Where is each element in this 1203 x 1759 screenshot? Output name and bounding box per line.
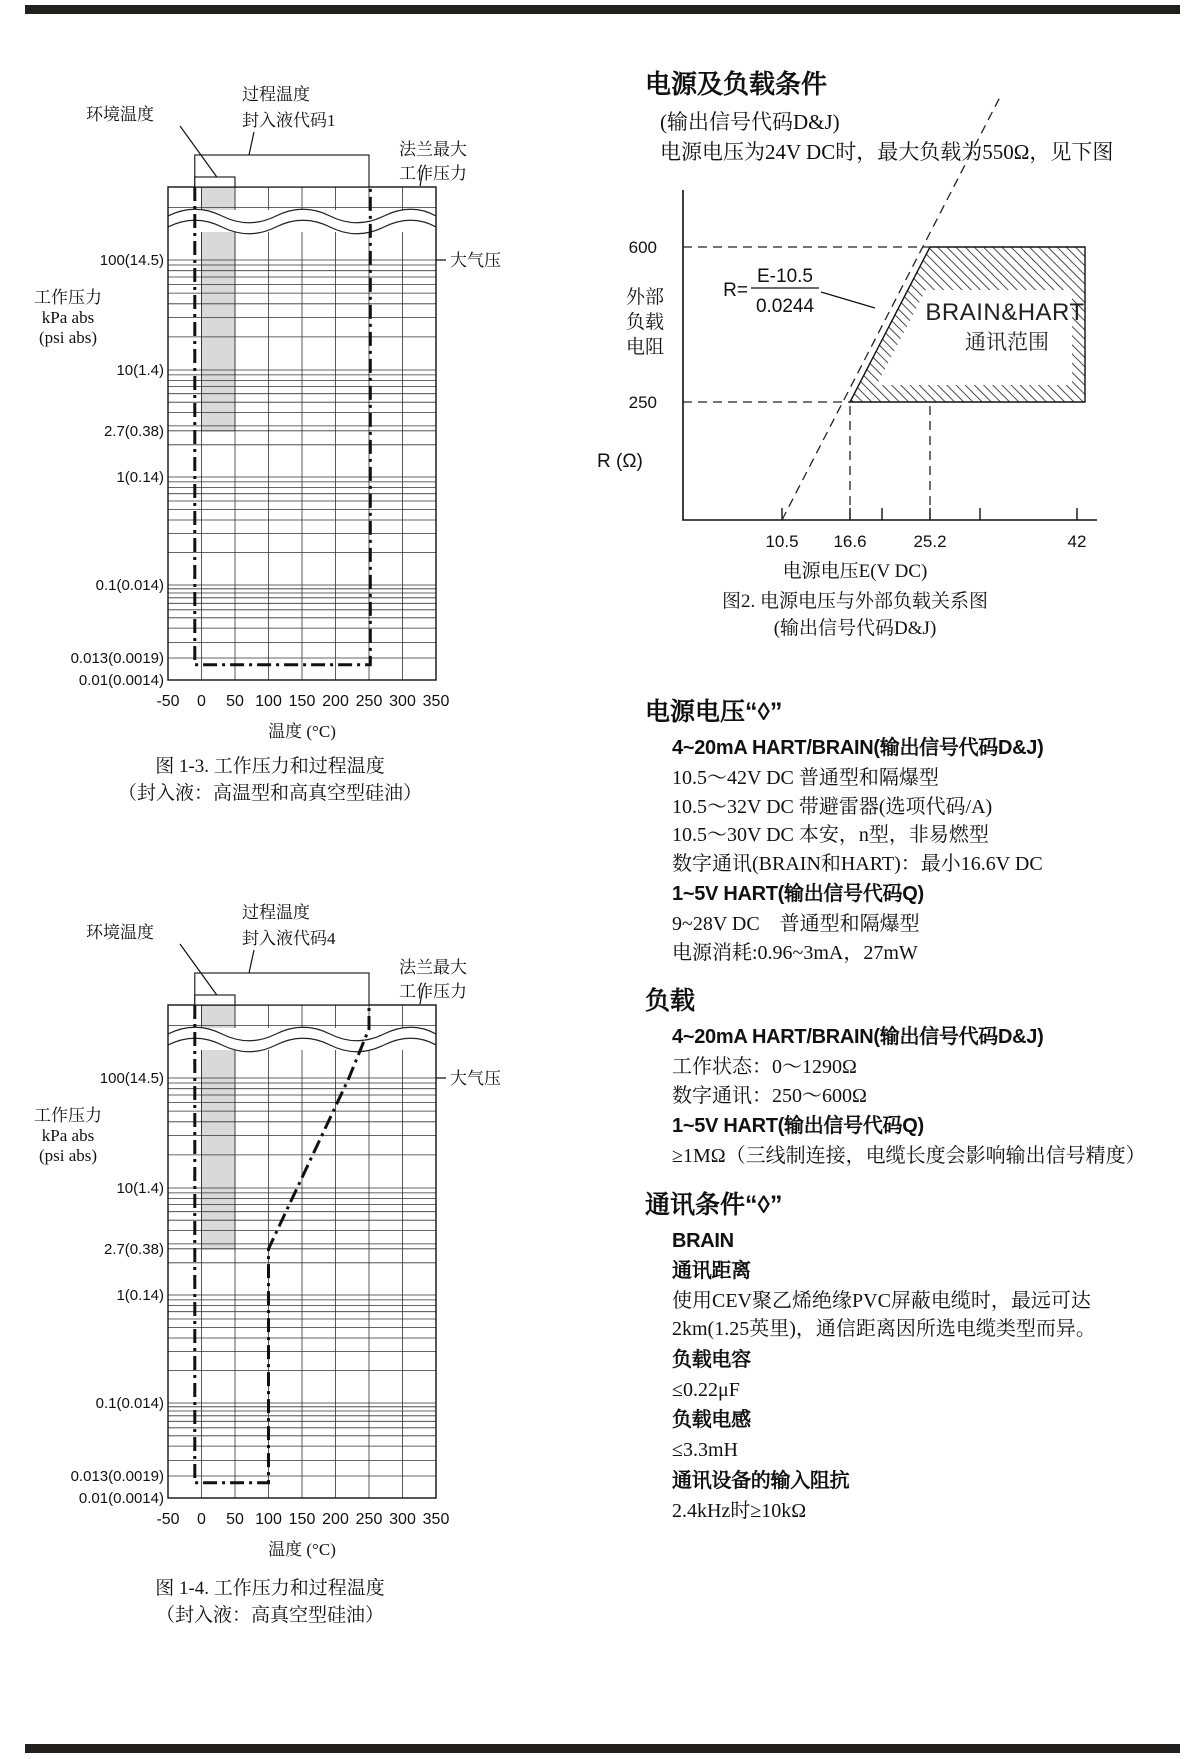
process-temp-label: 封入液代码4: [242, 929, 336, 948]
fig-2-caption-line1: 图2. 电源电压与外部负载关系图: [721, 591, 988, 612]
specs-column: [645, 692, 1201, 1525]
x-axis-title: 温度 (°C): [268, 1540, 336, 1559]
x-tick-label: -50: [156, 693, 180, 710]
x-tick-label: 100: [255, 1511, 282, 1528]
x-tick-label: 50: [226, 1511, 244, 1528]
spec-label: 通讯距离: [672, 1259, 751, 1282]
power-load-conditions-block: [645, 64, 1201, 167]
y-tick-label: 0.01(0.0014): [78, 672, 164, 689]
spec-line: 10.5～32V DC 带避雷器(选项代码/A): [672, 795, 993, 818]
y-axis-title: 电阻: [625, 337, 665, 358]
spec-line: 数字通讯(BRAIN和HART)：最小16.6V DC: [672, 852, 1043, 875]
process-temp-label: 封入液代码1: [242, 111, 336, 130]
y-tick-label: 10(1.4): [116, 362, 164, 379]
spec-subheading: 4~20mA HART/BRAIN(输出信号代码D&J): [672, 737, 1044, 759]
fig-1-3-caption-line2: （封入液：高温型和高真空型硅油）: [117, 783, 422, 804]
spec-subheading: 1~5V HART(输出信号代码Q): [672, 1115, 924, 1137]
spec-line: 工作状态：0～1290Ω: [672, 1056, 857, 1078]
atmosphere-label: 大气压: [450, 1069, 501, 1088]
spec-line: 电源消耗:0.96~3mA，27mW: [672, 941, 918, 964]
x-tick-label: 42: [1067, 532, 1087, 551]
ambient-temp-label: 环境温度: [86, 923, 154, 942]
flange-max-pressure-label: 工作压力: [399, 164, 467, 183]
max-load-note: 电源电压为24V DC时，最大负载为550Ω，见下图: [660, 140, 1114, 164]
spec-line: 使用CEV聚乙烯绝缘PVC屏蔽电缆时，最远可达: [672, 1289, 1091, 1312]
spec-line: 10.5～30V DC 本安，n型，非易燃型: [672, 824, 989, 846]
x-axis-title: 电源电压E(V DC): [782, 561, 928, 582]
x-tick-label: 250: [355, 1511, 383, 1528]
y-tick-label: 1(0.14): [116, 469, 164, 486]
fig-2-voltage-load-chart: [545, 85, 1165, 645]
spec-line: 10.5～42V DC 普通型和隔爆型: [672, 767, 939, 789]
x-tick-label: 200: [322, 693, 349, 710]
x-tick-label: 350: [422, 1511, 450, 1528]
fig-1-3-caption-line1: 图 1-3. 工作压力和过程温度: [155, 756, 385, 777]
y-ref-label: 250: [628, 393, 657, 412]
x-tick-label: 100: [255, 693, 282, 710]
flange-max-pressure-label: 法兰最大: [399, 140, 467, 159]
spec-subheading: BRAIN: [672, 1229, 734, 1252]
section-power-voltage-heading: 电源电压“◊”: [645, 698, 783, 726]
top-rule: [25, 5, 1180, 14]
spec-line: 数字通讯：250～600Ω: [672, 1084, 867, 1107]
fig-1-4-caption-line1: 图 1-4. 工作压力和过程温度: [155, 1578, 385, 1599]
fig-1-3-pressure-temperature-chart: [28, 70, 513, 750]
y-axis-title: 工作压力: [34, 1106, 102, 1125]
x-tick-label: 16.6: [833, 532, 867, 551]
spec-line: 9~28V DC 普通型和隔爆型: [672, 913, 920, 935]
y-axis-title: 负载: [625, 312, 665, 333]
formula-denominator: 0.0244: [755, 296, 815, 317]
y-axis-title: kPa abs: [41, 308, 95, 327]
axis-break-band: [169, 210, 435, 232]
axis-break-band: [169, 1028, 435, 1050]
power-load-conditions-heading: 电源及负载条件: [645, 69, 828, 99]
spec-label: 通讯设备的输入阻抗: [672, 1469, 850, 1492]
ambient-temp-range-box: [195, 995, 235, 1005]
y-tick-label: 0.013(0.0019): [70, 650, 164, 667]
flange-max-pressure-label: 法兰最大: [399, 958, 467, 977]
fig-1-3-caption: [70, 753, 470, 807]
y-tick-label: 10(1.4): [116, 1180, 164, 1197]
flange-max-pressure-label: 工作压力: [399, 982, 467, 1001]
y-unit-label: R (Ω): [597, 451, 643, 472]
y-axis-title: (psi abs): [38, 328, 98, 347]
formula-numerator: E-10.5: [757, 266, 813, 287]
output-signal-code-note: (输出信号代码D&J): [660, 110, 840, 134]
x-tick-label: -50: [156, 1511, 180, 1528]
y-axis-title: (psi abs): [38, 1146, 98, 1165]
process-temp-label: 过程温度: [242, 85, 310, 104]
y-tick-label: 2.7(0.38): [103, 422, 164, 440]
fig-1-4-caption-line2: （封入液：高真空型硅油）: [155, 1605, 384, 1626]
spec-line: ≤0.22μF: [672, 1378, 740, 1401]
spec-subheading: 1~5V HART(输出信号代码Q): [672, 883, 924, 905]
x-tick-label: 250: [355, 693, 383, 710]
spec-subheading: 4~20mA HART/BRAIN(输出信号代码D&J): [672, 1026, 1044, 1048]
section-load-heading: 负载: [645, 987, 696, 1015]
fig-1-4-caption: [70, 1575, 470, 1629]
y-tick-label: 0.1(0.014): [95, 1395, 164, 1412]
y-axis-title: kPa abs: [41, 1126, 95, 1145]
y-ref-label: 600: [628, 238, 657, 257]
spec-label: 负载电感: [672, 1409, 751, 1431]
y-tick-label: 100(14.5): [99, 252, 164, 269]
y-axis-title: 工作压力: [34, 288, 102, 307]
x-tick-label: 25.2: [913, 532, 947, 551]
x-tick-label: 150: [288, 1511, 316, 1528]
x-tick-label: 350: [422, 693, 450, 710]
bottom-rule: [25, 1744, 1180, 1753]
fig-2-caption-line2: (输出信号代码D&J): [773, 618, 937, 639]
y-tick-label: 1(0.14): [116, 1287, 164, 1304]
x-tick-label: 300: [389, 693, 416, 710]
x-tick-label: 150: [288, 693, 316, 710]
y-tick-label: 100(14.5): [99, 1070, 164, 1087]
formula-lhs: R=: [723, 280, 748, 301]
y-tick-label: 0.01(0.0014): [78, 1490, 164, 1507]
x-axis-title: 温度 (°C): [268, 722, 336, 741]
x-tick-label: 0: [197, 693, 206, 710]
x-tick-label: 10.5: [765, 532, 799, 551]
region-label-line1: BRAIN&HART: [925, 299, 1085, 326]
spec-line: ≤3.3mH: [672, 1439, 738, 1461]
process-temp-label: 过程温度: [242, 903, 310, 922]
spec-line: ≥1MΩ（三线制连接，电缆长度会影响输出信号精度）: [672, 1145, 1146, 1167]
spec-line: 2.4kHz时≥10kΩ: [672, 1499, 807, 1522]
fig-1-4-pressure-temperature-chart: [28, 888, 513, 1568]
x-tick-label: 200: [322, 1511, 349, 1528]
region-label-line2: 通讯范围: [965, 330, 1049, 354]
spec-line: 2km(1.25英里)，通信距离因所选电缆类型而异。: [672, 1318, 1096, 1340]
section-comm-conditions-heading: 通讯条件“◊”: [645, 1190, 783, 1219]
spec-label: 负载电容: [672, 1348, 751, 1371]
y-axis-title: 外部: [625, 287, 665, 308]
ambient-temp-label: 环境温度: [86, 105, 154, 124]
y-tick-label: 0.1(0.014): [95, 577, 164, 594]
formula-leader: [821, 292, 875, 308]
ambient-temp-range-box: [195, 177, 235, 187]
y-tick-label: 2.7(0.38): [103, 1240, 164, 1258]
x-tick-label: 300: [389, 1511, 416, 1528]
x-tick-label: 50: [226, 693, 244, 710]
fig-2-caption: [620, 588, 1090, 642]
x-tick-label: 0: [197, 1511, 206, 1528]
y-tick-label: 0.013(0.0019): [70, 1468, 164, 1485]
atmosphere-label: 大气压: [450, 251, 501, 270]
